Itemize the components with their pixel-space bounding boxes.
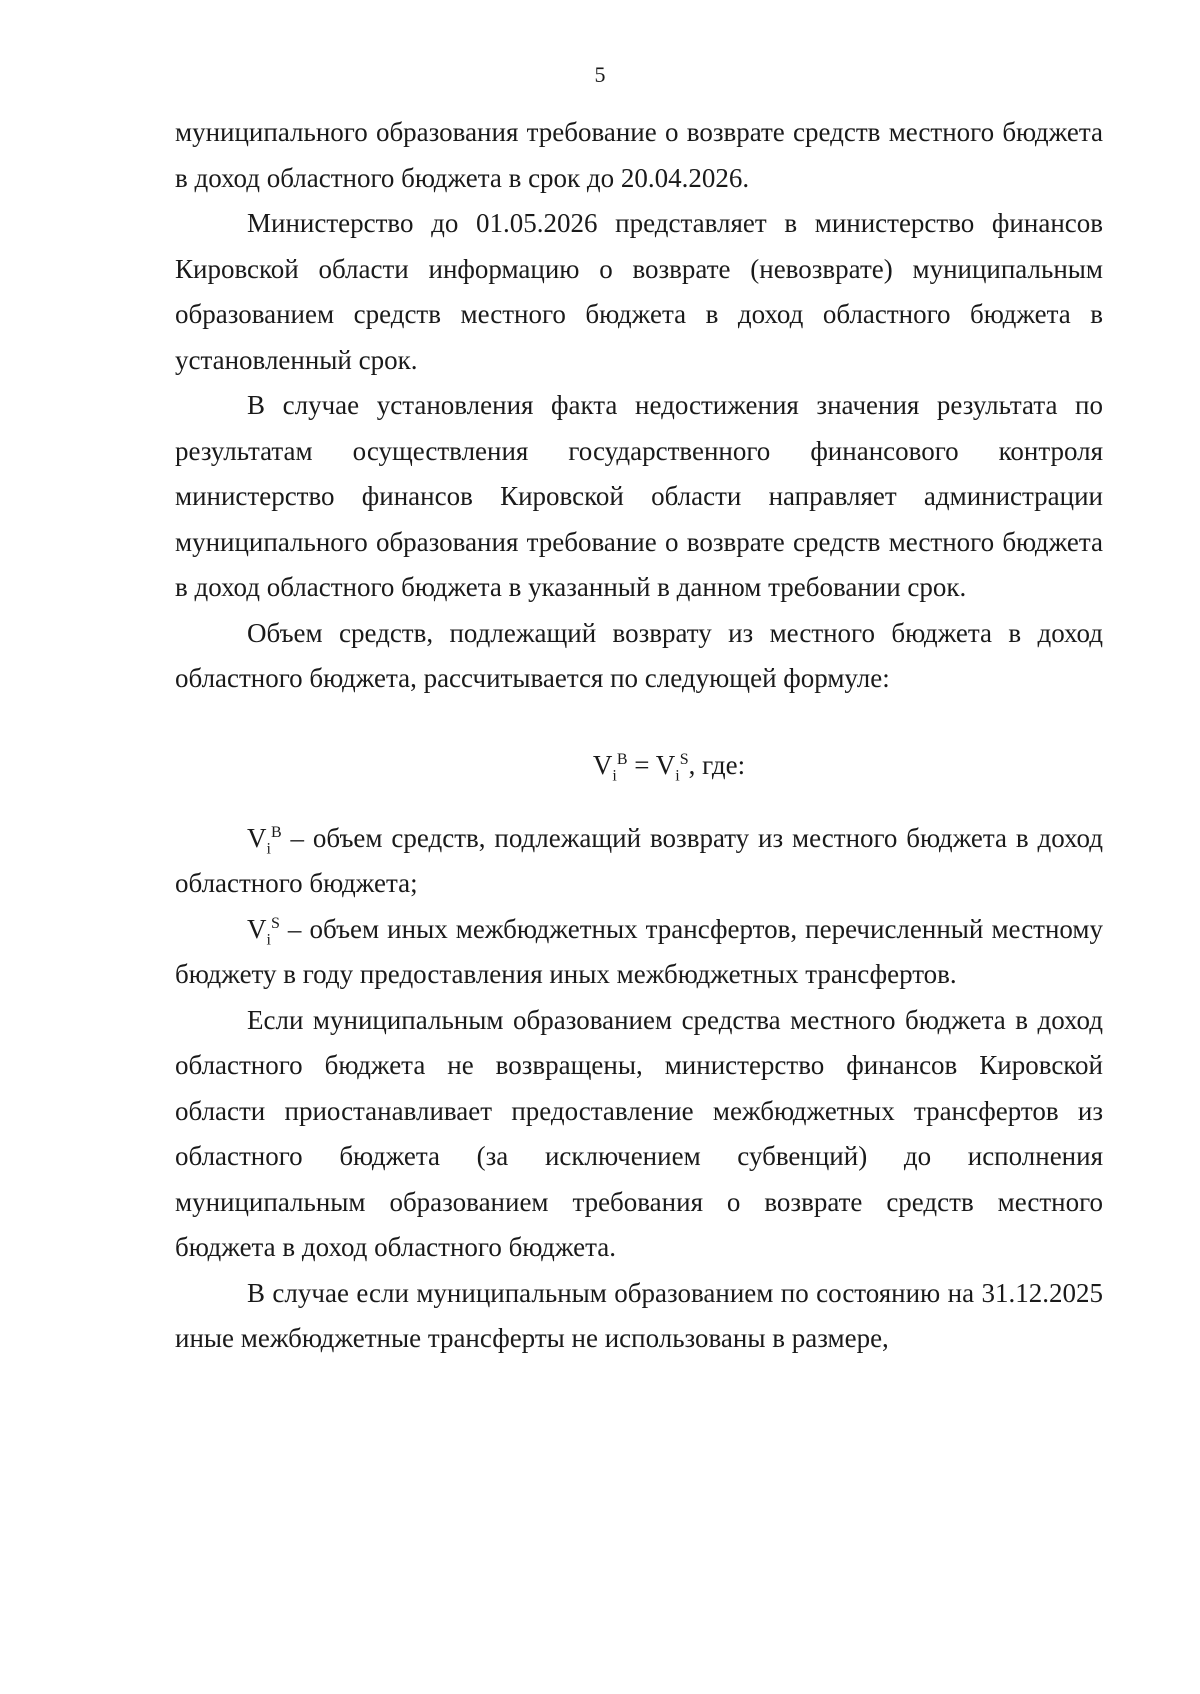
formula-lhs-base: V [592, 749, 613, 780]
formula-rhs-base: V [655, 749, 676, 780]
definition-vis [175, 907, 1103, 998]
paragraph-unused-transfers: В случае если муниципальным образованием по состоянию на 31.12.2025 иные межбюджетные трансферты не использованы в размере, [175, 1277, 1103, 1353]
definition-vis-base: V [247, 913, 267, 944]
paragraph-financial-control: В случае установления факта недостижения значения результата по результатам осуществления государственного финансового контроля министерство финансов Кировской области направляет администрации муниципального образования требование о возврате средств местного бюджета в доход областного бюджета в указанный в данном требовании срок. [175, 390, 1103, 602]
page-number: 5 [594, 62, 606, 87]
paragraph-formula-intro: Объем средств, подлежащий возврату из местного бюджета в доход областного бюджета, рассчитывается по следующей формуле: [175, 617, 1103, 693]
definition-vib-base: V [247, 822, 267, 853]
definition-vib [175, 816, 1103, 907]
definition-vis-sub: i [266, 930, 271, 948]
document-body [175, 110, 1103, 1362]
definition-vib-text: – объем средств, подлежащий возврату из местного бюджета в доход областного бюджета; [175, 822, 1103, 898]
definition-vib-sub: i [266, 839, 271, 857]
formula-rhs-sup: S [679, 750, 689, 768]
definition-vis-text: – объем иных межбюджетных трансфертов, перечисленный местному бюджету в году предоставления иных межбюджетных трансфертов. [175, 913, 1103, 989]
formula-equals: = [627, 749, 656, 780]
formula-lhs-sup: B [616, 750, 628, 768]
formula-suffix: , где: [688, 749, 746, 780]
paragraph-ministry-report: Министерство до 01.05.2026 представляет в министерство финансов Кировской области информацию о возврате (невозврате) муниципальным образованием средств местного бюджета в доход областного бюджета в установленный срок. [175, 208, 1103, 375]
paragraph-suspension: Если муниципальным образованием средства местного бюджета в доход областного бюджета не возвращены, министерство финансов Кировской области приостанавливает предоставление межбюджетных трансфертов из областного бюджета (за исключением субвенций) до исполнения муниципальным образованием требования о возврате средств местного бюджета в доход областного бюджета. [175, 1004, 1103, 1262]
definition-vis-sup: S [270, 914, 280, 932]
formula-rhs-sub: i [675, 766, 680, 784]
formula-lhs-sub: i [612, 766, 617, 784]
formula [175, 740, 1103, 790]
definition-vib-sup: B [270, 823, 282, 841]
paragraph-continuation: муниципального образования требование о возврате средств местного бюджета в доход областного бюджета в срок до 20.04.2026. [175, 117, 1103, 193]
